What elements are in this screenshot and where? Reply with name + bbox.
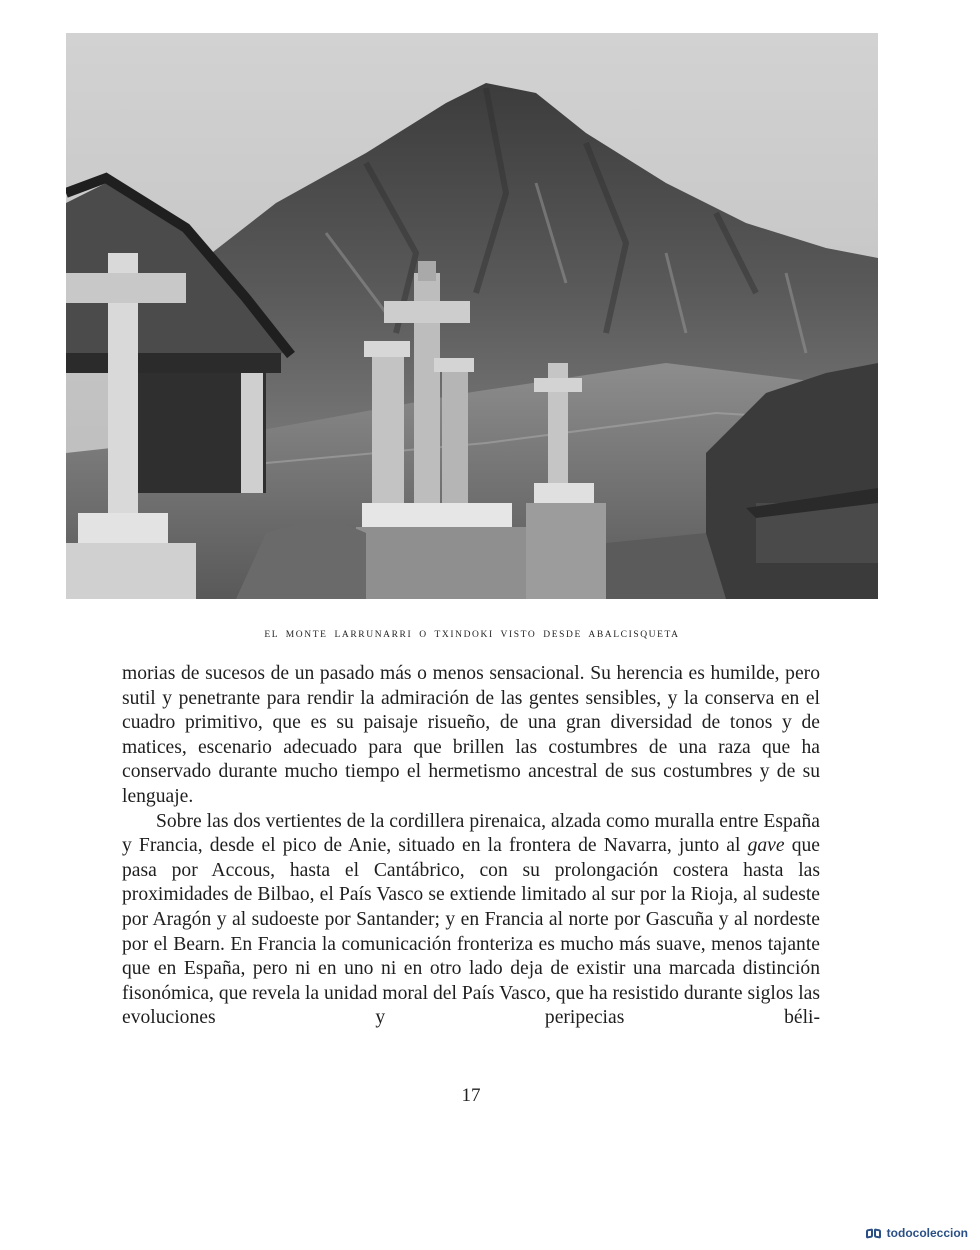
paragraph-2-italic: gave [747,835,785,857]
photo-caption: EL MONTE LARRUNARRI O TXINDOKI VISTO DESDE ABALCISQUETA [264,630,680,640]
watermark-text: todocoleccion [886,1226,968,1240]
watermark [866,1226,968,1240]
body-text [122,662,820,1031]
paragraph-1: morias de sucesos de un pasado más o menos sensacional. Su herencia es humilde, pero sutil y penetrante para rendir la admiración de las gentes sensibles, y la conserva en el cuadro primitivo, que es su paisaje risueño, de una gran diversidad de tonos y de matices, escenario adecuado para que brillen las costumbres de una raza que ha conservado durante mucho tiempo el hermetismo ancestral de sus costumbres y de su lenguaje. [122,663,820,807]
book-icon [866,1228,882,1239]
landscape-photo [66,33,878,599]
page-number: 17 [461,1085,481,1106]
photo-drawing [66,33,878,599]
paragraph-2-part-b: que pasa por Accous, hasta el Cantábrico, con su prolongación costera hasta las proximidades de Bilbao, el País Vasco se extiende limitado al sur por la Rioja, al sudeste por Aragón y al sudoeste por Santander; y en Francia al norte por Gascuña y al nordeste por el Bearn. En Francia la comunicación fronteriza es mucho más suave, menos tajante que en España, pero ni en uno ni en otro lado deja de existir una marcada distinción fisonómica, que revela la unidad moral del País Vasco, que ha resistido durante siglos las evoluciones y peripecias béli- [122,835,820,1029]
paragraph-2 [122,810,820,1031]
paragraph-2-part-a: Sobre las dos vertientes de la cordillera pirenaica, alzada como muralla entre España y Francia, desde el pico de Anie, situado en la frontera de Navarra, junto al [122,810,820,857]
